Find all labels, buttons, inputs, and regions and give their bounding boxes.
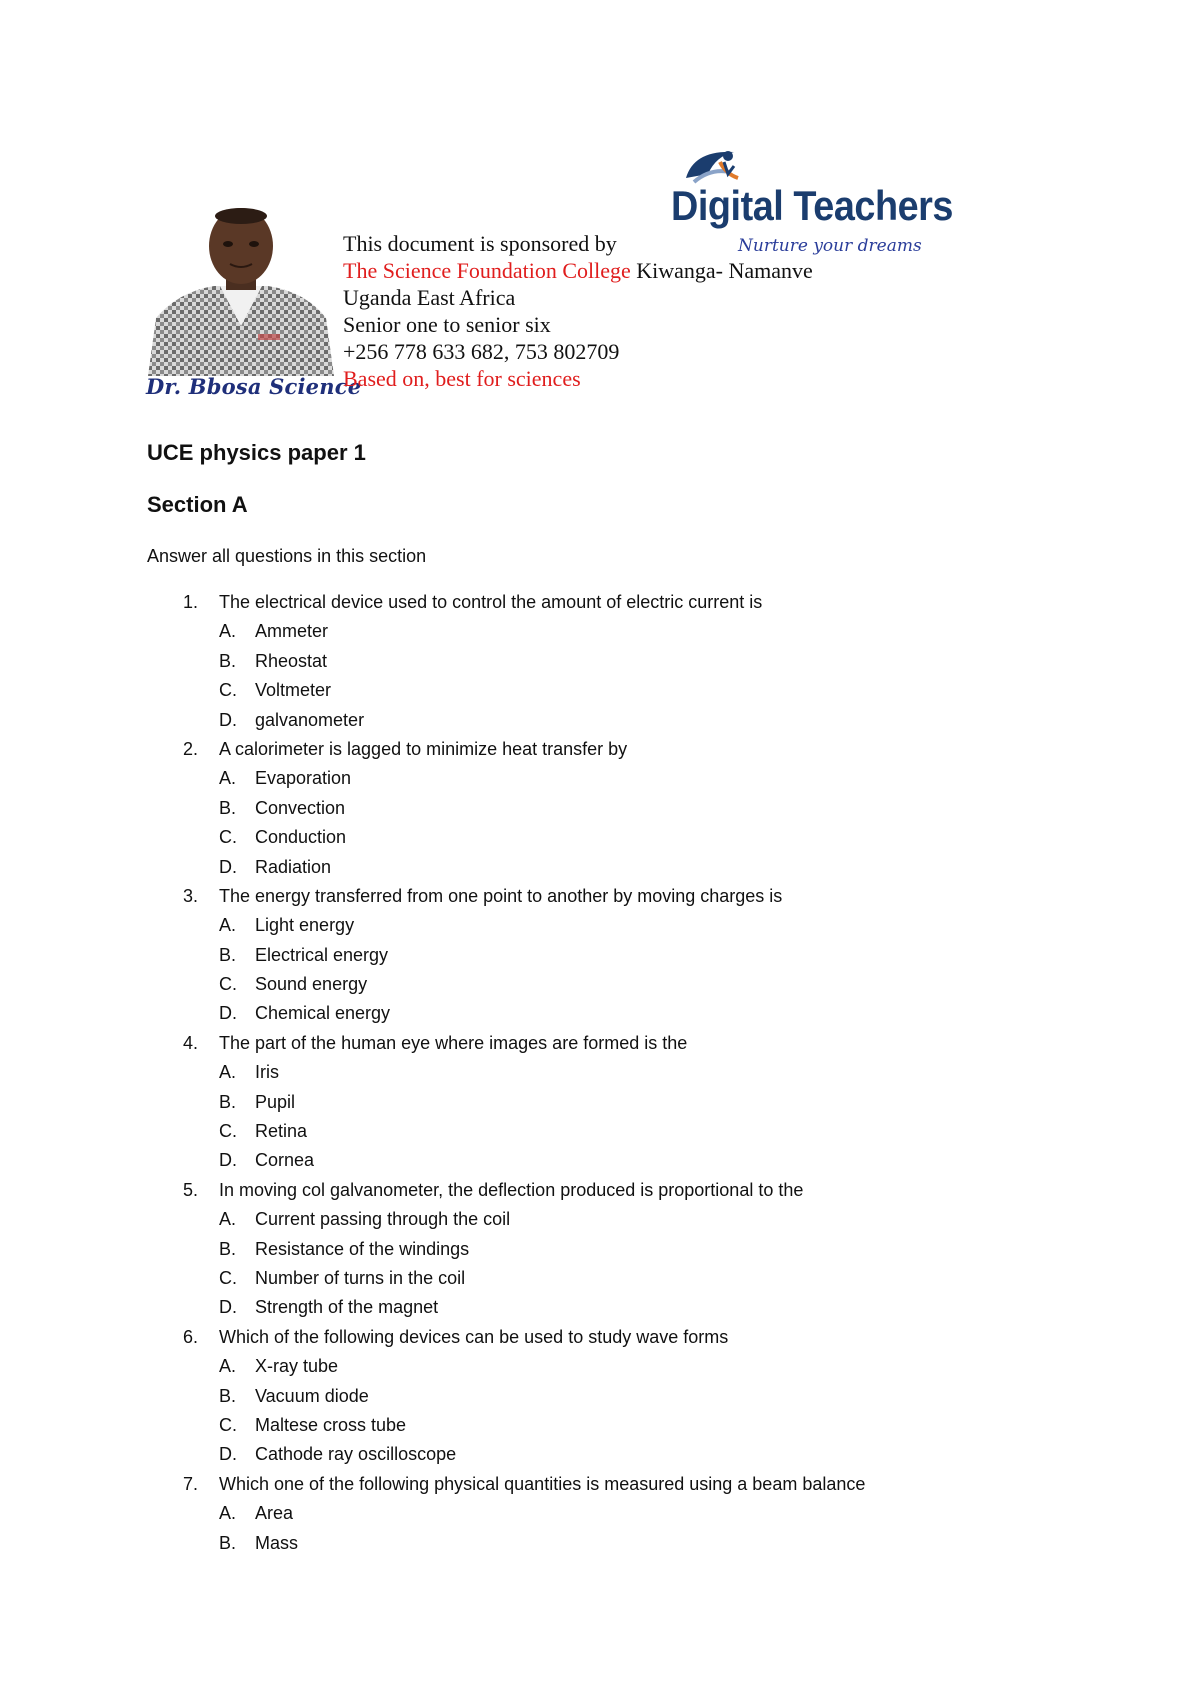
option-letter: C. xyxy=(219,974,237,995)
question-item xyxy=(147,588,1047,617)
option-text: Chemical energy xyxy=(255,1003,391,1024)
answer-option xyxy=(147,764,1047,793)
answer-option xyxy=(147,1382,1047,1411)
question-item xyxy=(147,882,1047,911)
answer-option xyxy=(147,1088,1047,1117)
question-item xyxy=(147,1029,1047,1058)
option-text: Cathode ray oscilloscope xyxy=(255,1444,457,1465)
option-letter: B. xyxy=(219,1385,237,1406)
option-letter: A. xyxy=(219,915,237,936)
option-letter: D. xyxy=(219,856,237,877)
answer-option xyxy=(147,1117,1047,1146)
answer-option xyxy=(147,647,1047,676)
logo-tagline: Nurture your dreams xyxy=(738,236,922,256)
option-text: Rheostat xyxy=(255,650,328,671)
sponsor-text: The Science Foundation College xyxy=(343,258,631,283)
option-text: Pupil xyxy=(255,1091,296,1112)
sponsor-line xyxy=(343,284,813,311)
option-letter: D. xyxy=(219,1297,237,1318)
option-letter: D. xyxy=(219,1003,237,1024)
option-text: Voltmeter xyxy=(255,680,332,701)
option-text: Electrical energy xyxy=(255,944,389,965)
question-text: Which of the following devices can be used to study wave forms xyxy=(219,1326,729,1347)
option-text: Cornea xyxy=(255,1150,315,1171)
question-text: Which one of the following physical quantities is measured using a beam balance xyxy=(219,1473,866,1494)
question-item xyxy=(147,1470,1047,1499)
option-text: Area xyxy=(255,1503,294,1524)
question-item xyxy=(147,1176,1047,1205)
answer-option xyxy=(147,1058,1047,1087)
option-text: Ammeter xyxy=(255,621,329,642)
question-text: In moving col galvanometer, the deflection produced is proportional to the xyxy=(219,1179,804,1200)
option-letter: A. xyxy=(219,1062,237,1083)
logo-title: Digital Teachers xyxy=(671,182,954,229)
answer-option xyxy=(147,676,1047,705)
question-text: A calorimeter is lagged to minimize heat transfer by xyxy=(219,738,628,759)
answer-option xyxy=(147,853,1047,882)
option-letter: B. xyxy=(219,797,237,818)
answer-option xyxy=(147,1411,1047,1440)
option-text: Number of turns in the coil xyxy=(255,1267,466,1288)
answer-option xyxy=(147,794,1047,823)
option-text: Light energy xyxy=(255,915,355,936)
option-text: X-ray tube xyxy=(255,1356,339,1377)
answer-option xyxy=(147,1293,1047,1322)
answer-option xyxy=(147,1529,1047,1558)
sponsor-text: Uganda East Africa xyxy=(343,285,516,310)
option-letter: C. xyxy=(219,680,237,701)
sponsor-line xyxy=(343,365,813,392)
section-title: Section A xyxy=(147,492,248,517)
option-letter: A. xyxy=(219,1209,237,1230)
option-letter: A. xyxy=(219,768,237,789)
option-letter: D. xyxy=(219,709,237,730)
option-text: galvanometer xyxy=(255,709,365,730)
option-letter: A. xyxy=(219,1356,237,1377)
answer-option xyxy=(147,1205,1047,1234)
sponsor-text: Kiwanga- Namanve xyxy=(630,258,813,283)
option-text: Current passing through the coil xyxy=(255,1209,511,1230)
answer-option xyxy=(147,1352,1047,1381)
sponsor-text: Senior one to senior six xyxy=(343,312,551,337)
question-text: The part of the human eye where images are formed is the xyxy=(219,1032,688,1053)
option-letter: B. xyxy=(219,944,237,965)
question-number: 7. xyxy=(183,1473,199,1494)
sponsor-text: This document is sponsored by xyxy=(343,231,617,256)
option-letter: C. xyxy=(219,1414,237,1435)
option-letter: B. xyxy=(219,1532,237,1553)
answer-option xyxy=(147,970,1047,999)
answer-option xyxy=(147,999,1047,1028)
option-letter: C. xyxy=(219,1121,237,1142)
document-title: UCE physics paper 1 xyxy=(147,440,366,465)
question-list xyxy=(147,588,1047,1558)
question-number: 3. xyxy=(183,885,199,906)
question-number: 2. xyxy=(183,738,199,759)
question-number: 6. xyxy=(183,1326,199,1347)
option-text: Maltese cross tube xyxy=(255,1414,407,1435)
portrait-photo xyxy=(148,206,334,376)
option-letter: D. xyxy=(219,1444,237,1465)
answer-option xyxy=(147,1440,1047,1469)
question-number: 5. xyxy=(183,1179,199,1200)
question-item xyxy=(147,735,1047,764)
option-text: Convection xyxy=(255,797,346,818)
question-number: 4. xyxy=(183,1032,199,1053)
option-text: Radiation xyxy=(255,856,332,877)
option-text: Retina xyxy=(255,1121,308,1142)
answer-option xyxy=(147,911,1047,940)
question-item xyxy=(147,1323,1047,1352)
option-letter: A. xyxy=(219,1503,237,1524)
option-letter: B. xyxy=(219,1238,237,1259)
answer-option xyxy=(147,1264,1047,1293)
sponsor-text: +256 778 633 682, 753 802709 xyxy=(343,339,620,364)
sponsor-text: Based on, best for sciences xyxy=(343,366,581,391)
photo-caption: Dr. Bbosa Science xyxy=(146,374,362,399)
question-text: The electrical device used to control the amount of electric current is xyxy=(219,592,763,612)
option-text: Mass xyxy=(255,1532,299,1553)
answer-option xyxy=(147,706,1047,735)
answer-option xyxy=(147,617,1047,646)
answer-option xyxy=(147,1235,1047,1264)
option-text: Sound energy xyxy=(255,974,368,995)
sponsor-line xyxy=(343,311,813,338)
option-text: Strength of the magnet xyxy=(255,1297,439,1318)
option-letter: D. xyxy=(219,1150,237,1171)
instructions: Answer all questions in this section xyxy=(147,546,427,566)
question-text: The energy transferred from one point to another by moving charges is xyxy=(219,885,783,906)
option-text: Vacuum diode xyxy=(255,1385,369,1406)
option-text: Iris xyxy=(255,1062,279,1083)
option-text: Evaporation xyxy=(255,768,352,789)
answer-option xyxy=(147,1499,1047,1528)
option-letter: A. xyxy=(219,621,237,642)
answer-option xyxy=(147,1146,1047,1175)
answer-option xyxy=(147,941,1047,970)
option-text: Conduction xyxy=(255,827,347,848)
option-letter: C. xyxy=(219,827,237,848)
option-letter: C. xyxy=(219,1267,237,1288)
sponsor-line xyxy=(343,338,813,365)
option-letter: B. xyxy=(219,1091,237,1112)
answer-option xyxy=(147,823,1047,852)
option-letter: B. xyxy=(219,650,237,671)
option-text: Resistance of the windings xyxy=(255,1238,470,1259)
question-number: 1. xyxy=(183,592,199,612)
